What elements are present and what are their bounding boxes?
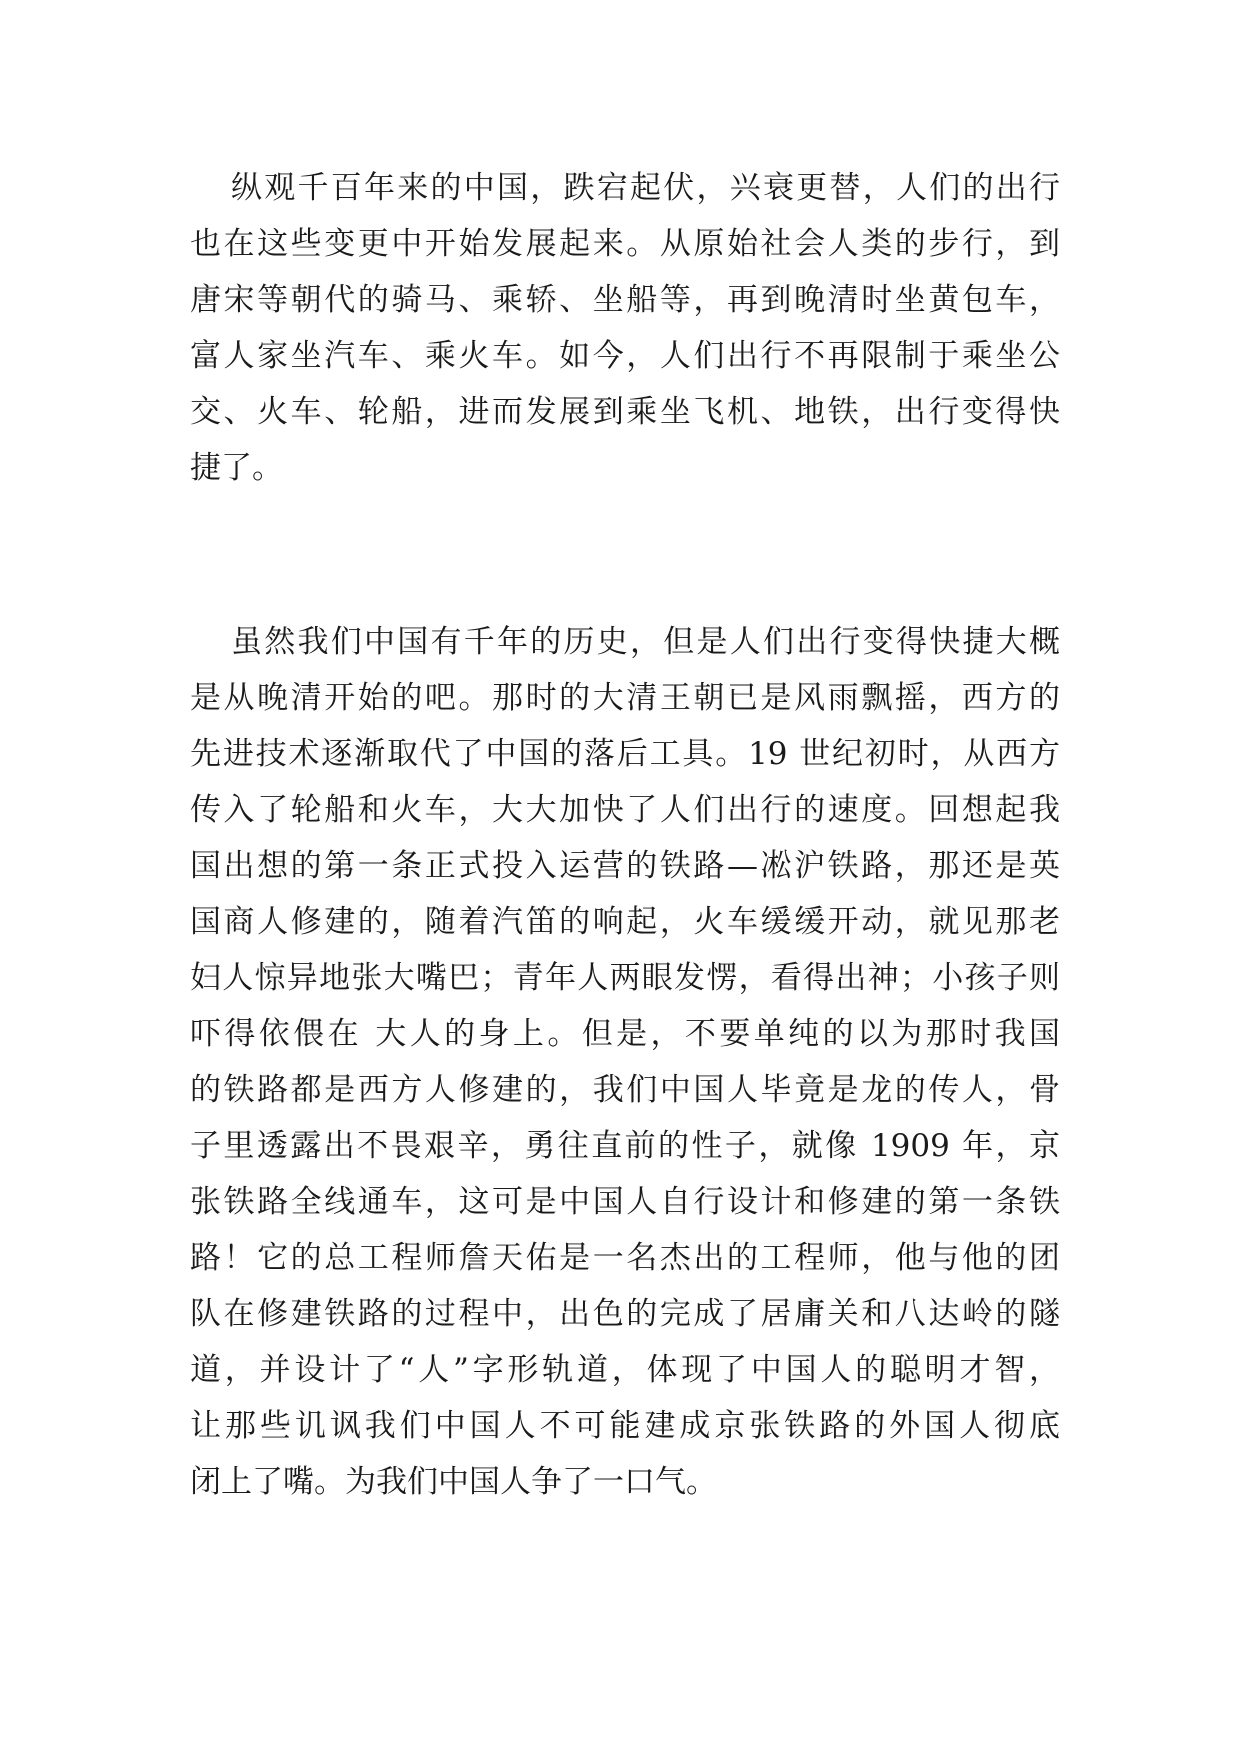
paragraph-line: 路！它的总工程师詹天佑是一名杰出的工程师，他与他的团 [190, 1240, 1060, 1276]
paragraph-line: 吓得依偎在 大人的身上。但是，不要单纯的以为那时我国 [190, 1016, 1060, 1052]
paragraph-line: 国商人修建的，随着汽笛的响起，火车缓缓开动，就见那老 [190, 904, 1060, 940]
paragraph-line: 是从晚清开始的吧。那时的大清王朝已是风雨飘摇，西方的 [190, 680, 1060, 716]
paragraph-line: 捷了。 [190, 450, 283, 486]
paragraph-line: 唐宋等朝代的骑马、乘轿、坐船等，再到晚清时坐黄包车， [190, 282, 1060, 318]
paragraph-line: 国出想的第一条正式投入运营的铁路—凇沪铁路，那还是英 [190, 848, 1060, 884]
paragraph-line: 子里透露出不畏艰辛，勇往直前的性子，就像 1909 年，京 [190, 1128, 1060, 1164]
paragraph-line: 的铁路都是西方人修建的，我们中国人毕竟是龙的传人，骨 [190, 1072, 1060, 1108]
paragraph-line: 闭上了嘴。为我们中国人争了一口气。 [190, 1464, 717, 1500]
paragraph-line: 道，并设计了“人”字形轨道，体现了中国人的聪明才智， [190, 1352, 1060, 1388]
paragraph-line: 富人家坐汽车、乘火车。如今，人们出行不再限制于乘坐公 [190, 338, 1060, 374]
paragraph-line: 也在这些变更中开始发展起来。从原始社会人类的步行，到 [190, 226, 1060, 262]
paragraph-line: 传入了轮船和火车，大大加快了人们出行的速度。回想起我 [190, 792, 1060, 828]
paragraph-line: 让那些讥讽我们中国人不可能建成京张铁路的外国人彻底 [190, 1408, 1060, 1444]
paragraph-line: 张铁路全线通车，这可是中国人自行设计和修建的第一条铁 [190, 1184, 1060, 1220]
paragraph-line: 先进技术逐渐取代了中国的落后工具。19 世纪初时，从西方 [190, 736, 1060, 772]
paragraph-line: 纵观千百年来的中国，跌宕起伏，兴衰更替，人们的出行 [231, 170, 1060, 206]
paragraph-line: 交、火车、轮船，进而发展到乘坐飞机、地铁，出行变得快 [190, 394, 1060, 430]
paragraph-line: 队在修建铁路的过程中，出色的完成了居庸关和八达岭的隧 [190, 1296, 1060, 1332]
paragraph-line: 妇人惊异地张大嘴巴；青年人两眼发愣，看得出神；小孩子则 [190, 960, 1060, 996]
paragraph-line: 虽然我们中国有千年的历史，但是人们出行变得快捷大概 [231, 624, 1060, 660]
